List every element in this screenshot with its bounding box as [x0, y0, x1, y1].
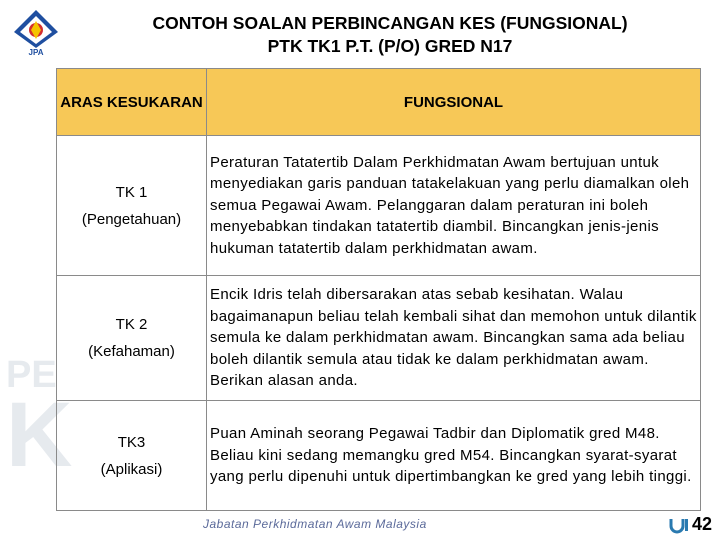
level-sub: (Pengetahuan): [81, 210, 182, 228]
page-title: [80, 12, 700, 58]
table-row: [57, 401, 701, 511]
table-row: [57, 276, 701, 401]
question-text: Peraturan Tatatertib Dalam Perkhidmatan Awam bertujuan untuk menyediakan garis panduan tatakelakuan yang perlu diamalkan oleh semua Pegawai Awam. Pelanggaran dalam peraturan ini boleh menyebabkan tindakan tatatertib diambil. Bincangkan jenis-jenis hukuman tatatertib dalam perkhidmatan awam.: [207, 136, 701, 276]
jpa-logo: [10, 8, 62, 56]
background-watermark: PE K: [6, 354, 73, 486]
level-sub: (Aplikasi): [100, 460, 163, 478]
title-line-1: CONTOH SOALAN PERBINCANGAN KES (FUNGSIONAL): [152, 13, 628, 33]
level-cell: [57, 401, 207, 511]
question-text: Puan Aminah seorang Pegawai Tadbir dan Diplomatik gred M48. Beliau kini sedang memangku gred M54. Bincangkan syarat-syarat yang perlu dipenuhi untuk dipertimbangkan ke gred yang lebih tinggi.: [207, 401, 701, 511]
page-number: 42: [691, 514, 712, 534]
level-sub: (Kefahaman): [88, 343, 175, 360]
col-header-level: ARAS KESUKARAN: [57, 69, 207, 136]
level-label: TK 2: [115, 316, 148, 333]
footer-org: Jabatan Perkhidmatan Awam Malaysia: [203, 517, 427, 531]
footer-logo-icon: [668, 516, 690, 534]
level-cell: [57, 276, 207, 401]
question-text: Encik Idris telah dibersarakan atas sebab kesihatan. Walau bagaimanapun beliau telah kembali sihat dan memohon untuk dilantik semula ke dalam perkhidmatan awam. Bincangkan sama ada beliau boleh dilantik semula atau tidak ke dalam perkhidmatan awam. Berikan alasan anda.: [207, 276, 701, 401]
title-line-2: PTK TK1 P.T. (P/O) GRED N17: [267, 36, 513, 56]
col-header-functional: FUNGSIONAL: [207, 69, 701, 136]
table-row: [57, 136, 701, 276]
level-cell: [57, 136, 207, 276]
questions-table: [56, 68, 701, 511]
level-label: TK3: [117, 433, 146, 451]
logo-text: JPA: [28, 48, 44, 56]
level-label: TK 1: [115, 183, 148, 201]
table-header-row: [57, 69, 701, 136]
